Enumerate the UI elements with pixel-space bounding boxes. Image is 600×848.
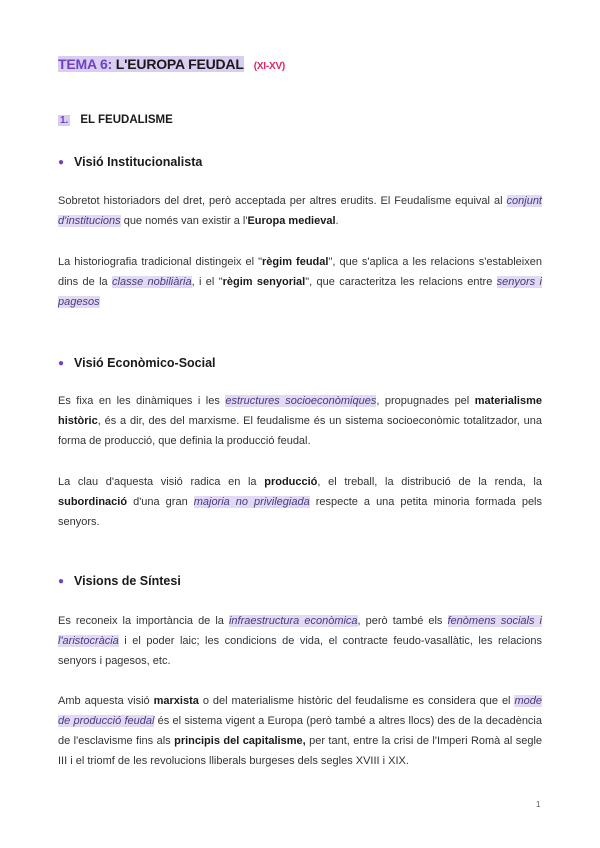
subheading-institucionalista xyxy=(58,155,202,169)
bold-text: règim senyorial xyxy=(222,276,306,288)
page-number: 1 xyxy=(536,800,541,809)
text: , i el " xyxy=(191,276,223,288)
text: , propugnades pel xyxy=(376,395,475,407)
highlight: infraestructura econòmica xyxy=(228,615,358,627)
text: Amb aquesta visió xyxy=(58,695,154,707)
bold-text: marxista xyxy=(153,695,199,707)
title-name: L'EUROPA FEUDAL xyxy=(115,56,244,72)
highlight: senyors i pagesos xyxy=(58,276,542,308)
subheading-economico-social xyxy=(58,356,216,370)
title-range: (XI-XV) xyxy=(253,61,286,72)
page-title xyxy=(58,56,285,72)
highlight: majoria no privilegiada xyxy=(193,496,310,508)
text: La clau d'aquesta visió radica en la xyxy=(58,476,265,488)
highlight: conjunt d'institucions xyxy=(58,195,542,227)
bold-text: règim feudal xyxy=(262,256,329,268)
bullet-icon: ● xyxy=(58,157,65,168)
text: o del materialisme històric del feudalisme es considera que el xyxy=(198,695,515,707)
text: , el treball, la distribució de la renda, la xyxy=(317,476,542,488)
section-label: EL FEUDALISME xyxy=(80,114,173,126)
text: respecte a una petita minoria formada pels senyors. xyxy=(58,496,543,528)
title-highlight xyxy=(58,56,244,72)
bold-text: Europa medieval xyxy=(247,215,336,227)
paragraph xyxy=(58,252,542,312)
highlight: fenòmens socials i l'aristocràcia xyxy=(58,615,542,647)
text: , però també els xyxy=(357,615,448,627)
highlight: estructures socioeconòmiques xyxy=(225,395,377,407)
section-heading xyxy=(58,114,173,126)
highlight: mode de producció feudal xyxy=(58,695,542,727)
bullet-icon: ● xyxy=(58,576,65,587)
paragraph xyxy=(58,191,542,231)
bold-text: producció xyxy=(264,476,318,488)
bold-text: materialisme històric xyxy=(58,395,542,427)
subheading-text: Visió Econòmico-Social xyxy=(74,356,216,370)
text: La historiografia tradicional distingeix el " xyxy=(58,256,263,268)
text: ", que caracteritza les relacions entre xyxy=(305,276,497,288)
text: i el poder laic; les condicions de vida, el contracte feudo-vasallàtic, les relacions senyors i pagesos, etc. xyxy=(58,635,542,667)
text: d'una gran xyxy=(127,496,194,508)
text: per tant, entre la crisi de l'Imperi Romà al segle III i el triomf de les revolucions lliberals burgeses dels segles XVIII i XIX. xyxy=(58,735,543,767)
paragraph xyxy=(58,691,542,771)
bold-text: subordinació xyxy=(58,496,128,508)
subheading-text: Visió Institucionalista xyxy=(74,155,203,169)
text: és el sistema vigent a Europa (però també a altres llocs) des de la decadència de l'esclavisme fins als xyxy=(58,715,542,747)
highlight: classe nobiliària xyxy=(112,276,192,288)
text: , és a dir, des del marxisme. El feudalisme és un sistema socioeconòmic totalitzador, una forma de producció, que definia la producció feudal. xyxy=(58,415,542,447)
text: que només van existir a l' xyxy=(120,215,248,227)
text: ", que s'aplica a les relacions s'estableixen dins de la xyxy=(58,256,542,288)
text: . xyxy=(335,215,339,227)
bold-text: principis del capitalisme, xyxy=(174,735,306,747)
section-number: 1. xyxy=(60,115,69,126)
paragraph xyxy=(58,472,542,532)
title-tema: TEMA 6: xyxy=(58,56,113,72)
paragraph xyxy=(58,391,542,451)
text: Es reconeix la importància de la xyxy=(58,615,229,627)
subheading-sintesi xyxy=(58,574,181,588)
text: Es fixa en les dinàmiques i les xyxy=(58,395,226,407)
subheading-text: Visions de Síntesi xyxy=(74,574,181,588)
bullet-icon: ● xyxy=(58,358,65,369)
text: Sobretot historiadors del dret, però acceptada per altres erudits. El Feudalisme equival al xyxy=(58,195,507,207)
paragraph xyxy=(58,611,542,671)
